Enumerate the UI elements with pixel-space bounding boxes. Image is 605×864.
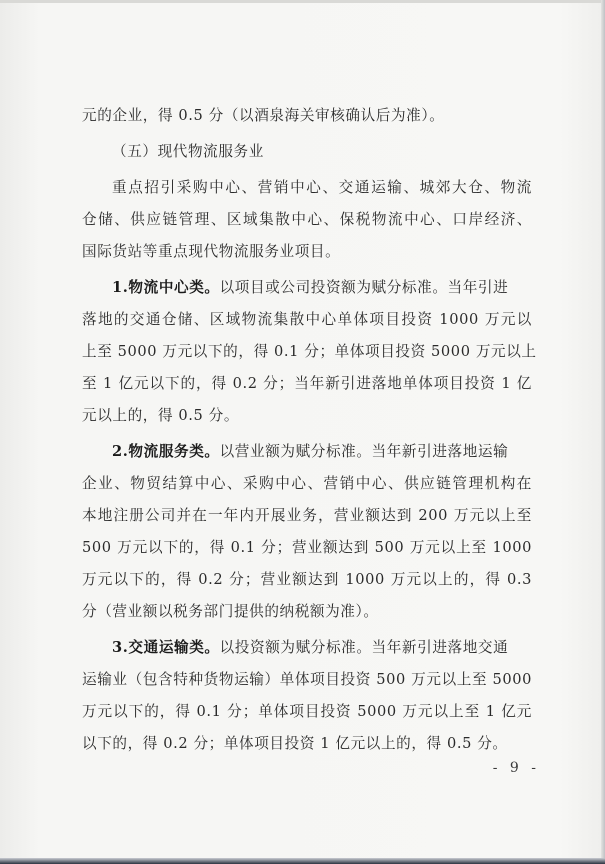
text-line: 企业、物贸结算中心、采购中心、营销中心、供应链管理机构在	[82, 475, 532, 492]
page-right-edge	[601, 0, 605, 864]
paragraph-transport	[112, 638, 532, 658]
text-line: 重点招引采购中心、营销中心、交通运输、城郊大仓、物流	[112, 179, 532, 196]
text-segment: 以项目或公司投资额为赋分标准。当年引进	[219, 279, 509, 296]
text-line: 国际货站等重点现代物流服务业项目。	[82, 243, 341, 260]
text-line: 万元以下的，得 0.2 分；营业额达到 1000 万元以上的，得 0.3	[82, 571, 532, 588]
text-line: 本地注册公司并在一年内开展业务，营业额达到 200 万元以上至	[82, 507, 532, 524]
page-number: - 9 -	[492, 760, 540, 776]
paragraph-logistics-center	[112, 278, 532, 298]
page-top-edge	[0, 0, 605, 3]
paragraph-logistics-service	[112, 442, 532, 462]
heading-logistics-center: 1.物流中心类。	[112, 279, 220, 296]
text-line: 上至 5000 万元以下的，得 0.1 分；单体项目投资 5000 万元以上	[82, 343, 537, 360]
page-bottom-edge	[0, 858, 605, 864]
text-segment: 以投资额为赋分标准。当年新引进落地交通	[219, 639, 509, 656]
text-line: 元的企业，得 0.5 分（以酒泉海关审核确认后为准）。	[82, 107, 445, 124]
text-line: 至 1 亿元以下的，得 0.2 分；当年新引进落地单体项目投资 1 亿	[82, 375, 532, 392]
text-line: 500 万元以下的，得 0.1 分；营业额达到 500 万元以上至 1000	[82, 539, 532, 556]
text-line: 分（营业额以税务部门提供的纳税额为准）。	[82, 603, 379, 620]
text-line: 万元以下的，得 0.1 分；单体项目投资 5000 万元以上至 1 亿元	[82, 703, 532, 720]
text-line: 以下的，得 0.2 分；单体项目投资 1 亿元以上的，得 0.5 分。	[82, 735, 508, 752]
text-line: 仓储、供应链管理、区域集散中心、保税物流中心、口岸经济、	[82, 211, 532, 228]
text-segment: 以营业额为赋分标准。当年新引进落地运输	[219, 443, 509, 460]
section-heading: （五）现代物流服务业	[112, 143, 264, 160]
text-line: 落地的交通仓储、区域物流集散中心单体项目投资 1000 万元以	[82, 311, 532, 328]
text-line: 元以上的，得 0.5 分。	[82, 407, 240, 424]
text-line: 运输业（包含特种货物运输）单体项目投资 500 万元以上至 5000	[82, 671, 532, 688]
heading-transport: 3.交通运输类。	[112, 639, 220, 656]
heading-logistics-service: 2.物流服务类。	[112, 443, 220, 460]
